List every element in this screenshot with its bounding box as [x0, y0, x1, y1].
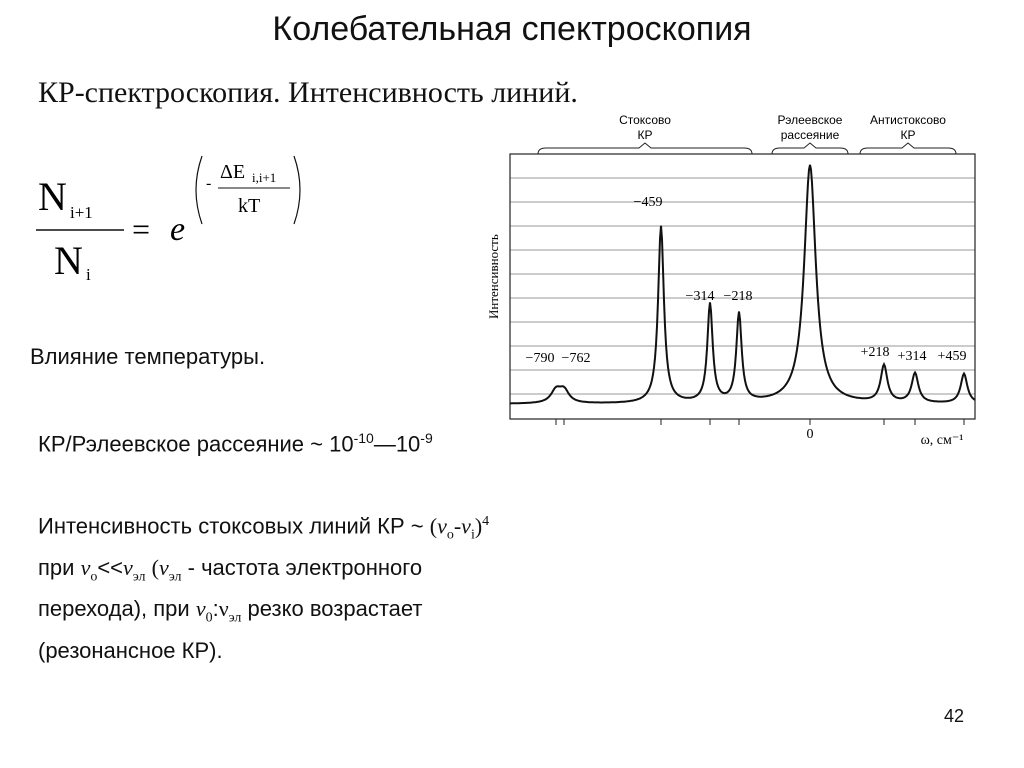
formula-exponential-base: e — [170, 211, 186, 248]
peak-label: +314 — [897, 349, 927, 364]
formula-paren-left — [196, 156, 202, 224]
peak-label: −459 — [633, 195, 663, 210]
formula-exponent-numerator-subscript: i,i+1 — [252, 170, 277, 185]
region-label: рассеяние — [780, 128, 840, 142]
ratio-dash: —10 — [373, 431, 421, 457]
formula-equals: = — [132, 211, 151, 247]
line2-mid: - частота электронного — [181, 554, 423, 580]
peak-label: −790 — [525, 351, 555, 366]
stokes-intensity-paragraph — [38, 506, 489, 667]
paragraph-line-3: перехода), при $\nu_0:\nu_{эл}$ резко возрастает — [38, 596, 423, 626]
ratio-exponent-2: -9 — [420, 430, 433, 446]
formula-denominator: N — [54, 238, 83, 283]
peak-label: +218 — [860, 345, 890, 360]
page-number: 42 — [943, 706, 964, 726]
line1-text: Интенсивность стоксовых линий КР ~ — [38, 513, 430, 539]
spectrum-curve — [510, 165, 975, 404]
ratio-line — [38, 430, 433, 457]
region-bracket — [772, 143, 848, 154]
x-axis-label: ω, см⁻¹ — [920, 433, 964, 448]
line2-prefix: при — [38, 554, 81, 580]
temperature-note: Влияние температуры. — [30, 344, 266, 369]
paragraph-line-2: при $\nu_o<<\nu_{эл}$ ($\nu_{эл}$ - частота электронного — [38, 554, 423, 585]
x-ticks — [556, 419, 964, 425]
peak-label: −218 — [723, 289, 753, 304]
formula-exponent-numerator: ΔE — [220, 161, 246, 183]
peak-labels — [526, 195, 967, 366]
formula-denominator-subscript: i — [86, 265, 91, 284]
slide-subtitle: КР-спектроскопия. Интенсивность линий. — [38, 76, 578, 109]
formula-numerator: N — [38, 174, 67, 219]
formula-exponent-denominator: kT — [238, 195, 261, 217]
region-bracket — [860, 143, 956, 154]
y-axis-label: Интенсивность — [486, 234, 501, 319]
slide-title: Колебательная спектроскопия — [272, 10, 752, 48]
region-label: Антистоксово — [870, 113, 946, 127]
peak-label: +459 — [937, 349, 967, 364]
peak-label: −762 — [561, 351, 591, 366]
ratio-text: КР/Рэлеевское рассеяние ~ 10 — [38, 431, 354, 457]
region-bracket — [538, 143, 752, 154]
formula-paren-right — [294, 156, 300, 224]
region-label: КР — [637, 128, 653, 142]
x-tick-label-0: 0 — [806, 427, 814, 442]
paragraph-line-1: Интенсивность стоксовых линий КР ~ $(\nu_o-\nu_i)^4$ — [38, 513, 490, 543]
paragraph-line-4: (резонансное КР). — [38, 637, 223, 663]
formula-numerator-subscript: i+1 — [70, 203, 93, 222]
line3-end: резко возрастает — [241, 596, 423, 622]
peak-label: −314 — [685, 289, 715, 304]
line3-text: перехода), при — [38, 596, 196, 622]
chart-frame — [510, 154, 975, 419]
formula-exponent-minus: - — [206, 175, 212, 192]
region-brackets — [538, 143, 956, 154]
ratio-exponent-1: -10 — [353, 430, 374, 446]
region-label: Стоксово — [619, 113, 671, 127]
boltzmann-formula — [30, 150, 330, 290]
raman-spectrum-chart — [480, 104, 995, 454]
region-label: Рэлеевское — [777, 113, 843, 127]
region-label: КР — [900, 128, 916, 142]
region-labels — [619, 113, 946, 142]
